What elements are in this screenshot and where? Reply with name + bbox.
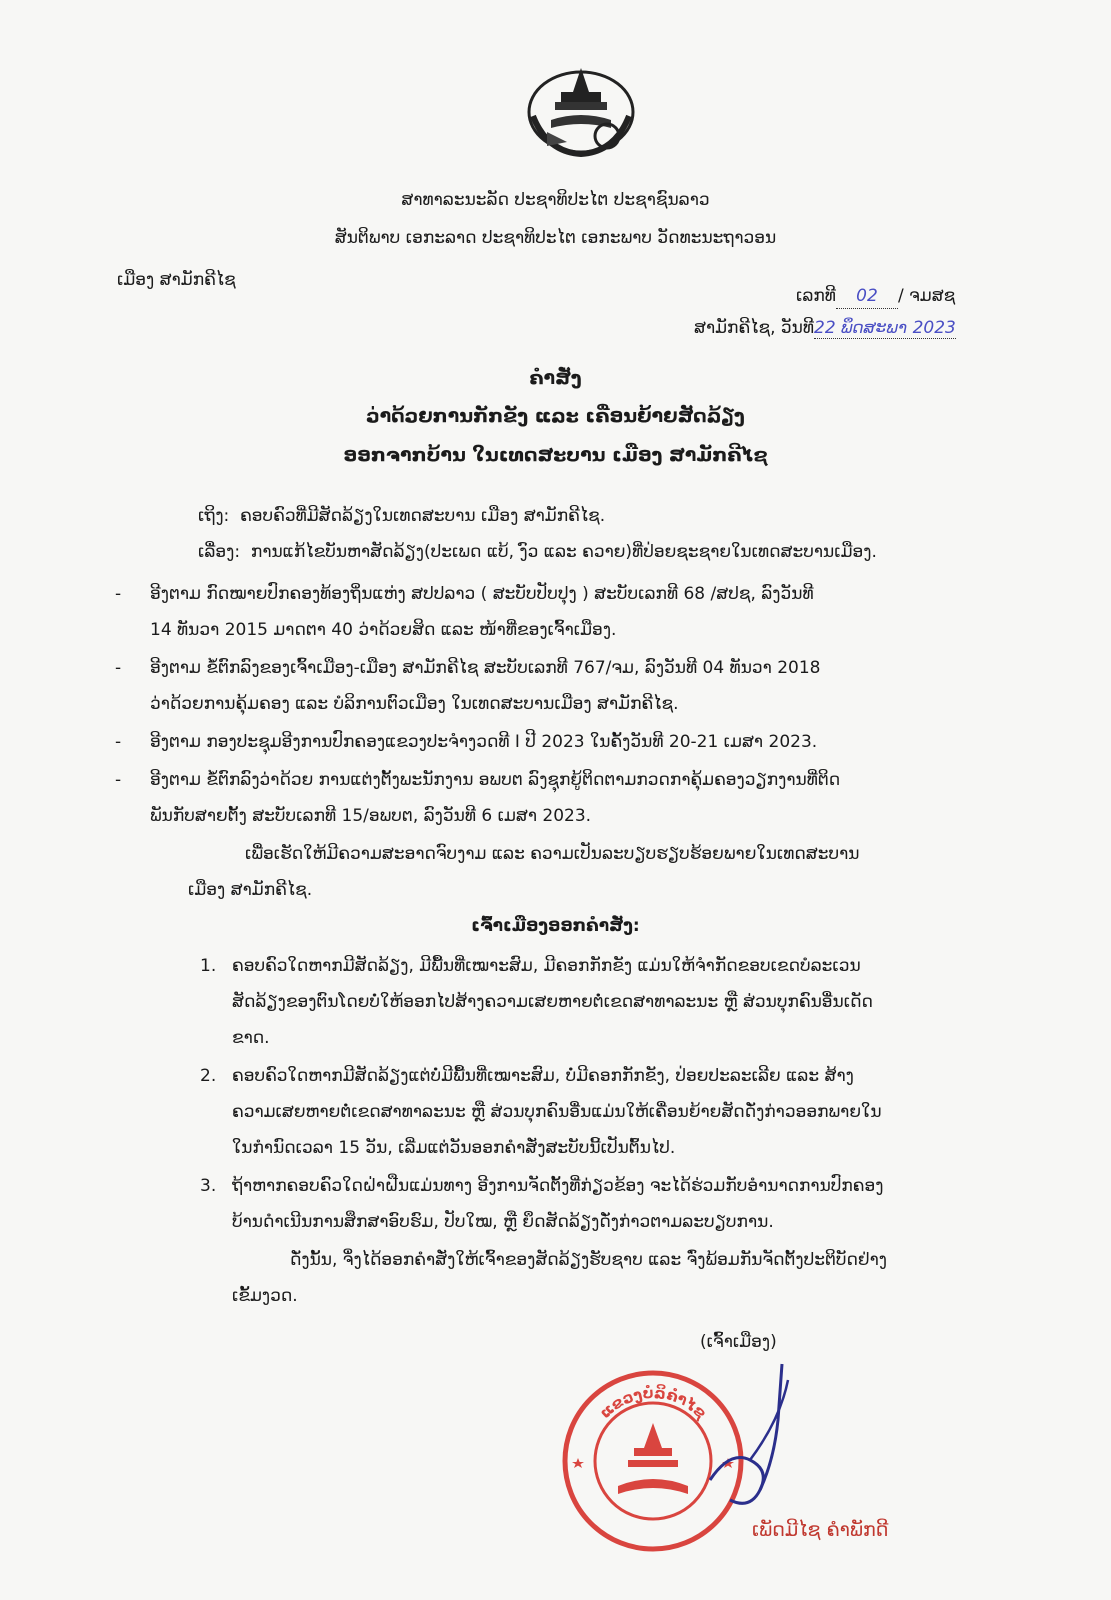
subject-line: [198, 540, 877, 564]
signatory-title-text: ເຈົ້າເມືອງ: [706, 1332, 771, 1352]
reference-2-line-2: ວ່າດ້ວຍການຄຸ້ມຄອງ ແລະ ບໍລິການຕົວເມືອງ ໃນເທດສະບານເມືອງ ສາມັກຄີໄຊ.: [150, 694, 679, 714]
order-1-line-1: ຄອບຄົວໃດຫາກມີສັດລ້ຽງ, ມີພື້ນທີ່ເໝາະສົມ, ມີຄອກກັກຂັງ ແມ່ນໃຫ້ຈຳກັດຂອບເຂດບໍລະເວນ: [232, 956, 861, 976]
title-line-1: ຄຳສັ່ງ: [529, 367, 582, 389]
number-label: ເລກທີ: [796, 286, 836, 306]
reference-dash: -: [115, 770, 122, 790]
closing-line-1: ດັ່ງນັ້ນ, ຈຶ່ງໄດ້ອອກຄຳສັ່ງໃຫ້ເຈົ້າຂອງສັດລ້ຽງຮັບຊາບ ແລະ ຈົ່ງພ້ອມກັນຈັດຕັ້ງປະຕິບັດຢ່າງ: [290, 1250, 887, 1270]
order-1-line-3: ຂາດ.: [232, 1028, 270, 1048]
order-2-line-2: ຄວາມເສຍຫາຍຕໍ່ເຂດສາທາລະນະ ຫຼື ສ່ວນບຸກຄົນອື່ນແມ່ນໃຫ້ເຄື່ອນຍ້າຍສັດດັ່ງກ່າວອອກພາຍໃນ: [232, 1102, 882, 1122]
title-line-2: ວ່າດ້ວຍການກັກຂັງ ແລະ ເຄື່ອນຍ້າຍສັດລ້ຽງ: [366, 405, 745, 427]
place-date: [694, 316, 956, 340]
order-heading: ເຈົ້າເມືອງອອກຄຳສັ່ງ:: [471, 916, 640, 936]
title-line-3: ອອກຈາກບ້ານ ໃນເທດສະບານ ເມືອງ ສາມັກຄີໄຊ: [343, 444, 768, 466]
district-name: ເມືອງ ສາມັກຄີໄຊ: [117, 270, 236, 290]
reference-1-line-2: 14 ທັນວາ 2015 ມາດຕາ 40 ວ່າດ້ວຍສິດ ແລະ ໜ້າທີ່ຂອງເຈົ້າເມືອງ.: [150, 620, 617, 640]
order-3-number: 3.: [200, 1176, 217, 1196]
order-2-line-1: ຄອບຄົວໃດຫາກມີສັດລ້ຽງແຕ່ບໍ່ມີພື້ນທີ່ເໝາະສົມ, ບໍ່ມີຄອກກັກຂັງ, ປ່ອຍປະລະເລີຍ ແລະ ສ້າງ: [232, 1066, 854, 1086]
stamp-text: ແຂວງບໍລິຄຳໄຊ: [595, 1383, 711, 1423]
order-1-line-2: ສັດລ້ຽງຂອງຕົນໂດຍບໍ່ໃຫ້ອອກໄປສ້າງຄວາມເສຍຫາຍຕໍ່ເຂດສາທາລະນະ ຫຼື ສ່ວນບຸກຄົນອື່ນເດັດ: [232, 992, 873, 1012]
signatory-name: ເພັດມີໄຊ ຄຳພັກດີ: [752, 1519, 889, 1541]
to-label: ເຖິງ:: [198, 506, 230, 526]
date-value: 22 ພຶດສະພາ 2023: [814, 318, 956, 338]
document-number: [796, 284, 955, 309]
reference-dash: -: [115, 658, 122, 678]
signatory-title: (ເຈົ້າເມືອງ): [700, 1332, 777, 1352]
to-text: ຄອບຄົວທີ່ມີສັດລ້ຽງໃນເທດສະບານ ເມືອງ ສາມັກຄີໄຊ.: [240, 506, 606, 526]
number-suffix: / ຈມສຊ: [897, 286, 956, 306]
republic-heading: ສາທາລະນະລັດ ປະຊາທິປະໄຕ ປະຊາຊົນລາວ: [401, 190, 710, 210]
reference-1-line-1: ອີງຕາມ ກົດໝາຍປົກຄອງທ້ອງຖິ່ນແຫ່ງ ສປປລາວ ( ສະບັບປັບປຸງ ) ສະບັບເລກທີ 68 /ສປຊ, ລົງວັນທີ: [150, 584, 814, 604]
number-value: 02: [836, 284, 898, 309]
order-1-number: 1.: [200, 956, 217, 976]
order-2-number: 2.: [200, 1066, 217, 1086]
reference-dash: -: [115, 732, 122, 752]
subject-label: ເລື່ອງ:: [198, 542, 241, 562]
reference-3-line-1: ອີງຕາມ ກອງປະຊຸມອີງການປົກຄອງແຂວງປະຈຳງວດທີ I ປີ 2023 ໃນຄັ້ງວັນທີ 20-21 ເມສາ 2023.: [150, 732, 818, 752]
order-3-line-1: ຖ້າຫາກຄອບຄົວໃດຝ່າຝືນແມ່ນທາງ ອີງການຈັດຕັ້ງທີ່ກ່ຽວຂ້ອງ ຈະໄດ້ຮ່ວມກັບອຳນາດການປົກຄອງ: [232, 1176, 884, 1196]
reference-4-line-1: ອີງຕາມ ຂໍ້ຕົກລົງວ່າດ້ວຍ ການແຕ່ງຕັ້ງພະນັກງານ ອພບຕ ລົງຊຸກຍູ້ຕິດຕາມກວດກາຄຸ້ມຄອງວຽກງານທີ່ຕິດ: [150, 770, 841, 790]
purpose-line-1: ເພື່ອເຮັດໃຫ້ມີຄວາມສະອາດຈົບງາມ ແລະ ຄວາມເປັນລະບຽບຮຽບຮ້ອຍພາຍໃນເທດສະບານ: [245, 844, 860, 864]
handwritten-signature: [690, 1360, 820, 1520]
motto-heading: ສັນຕິພາບ ເອກະລາດ ປະຊາທິປະໄຕ ເອກະພາບ ວັດທະນະຖາວອນ: [334, 228, 777, 248]
order-2-line-3: ໃນກຳນົດເວລາ 15 ວັນ, ເລີ່ມແຕ່ວັນອອກຄຳສັ່ງສະບັບນີ້ເປັນຕົ້ນໄປ.: [232, 1138, 676, 1158]
closing-line-2: ເຂັ້ມງວດ.: [232, 1286, 298, 1306]
purpose-line-2: ເມືອງ ສາມັກຄີໄຊ.: [188, 880, 313, 900]
order-3-line-2: ບ້ານດຳເນີນການສຶກສາອົບຮົມ, ປັບໃໝ, ຫຼື ຍຶດສັດລ້ຽງດັ່ງກ່າວຕາມລະບຽບການ.: [232, 1212, 774, 1232]
subject-text: ການແກ້ໄຂບັນຫາສັດລ້ຽງ(ປະເພດ ແບ້, ງົວ ແລະ ຄວາຍ)ທີ່ປ່ອຍຊະຊາຍໃນເທດສະບານເມືອງ.: [250, 542, 877, 562]
reference-2-line-1: ອີງຕາມ ຂໍ້ຕົກລົງຂອງເຈົ້າເມືອງ-ເມືອງ ສາມັກຄີໄຊ ສະບັບເລກທີ 767/ຈມ, ລົງວັນທີ 04 ທັນວາ 2018: [150, 658, 821, 678]
national-emblem-icon: [517, 62, 645, 158]
reference-dash: -: [115, 584, 122, 604]
reference-4-line-2: ພັນກັບສາຍຕັ້ງ ສະບັບເລກທີ 15/ອພບຕ, ລົງວັນທີ 6 ເມສາ 2023.: [150, 806, 592, 826]
recipient-line: [198, 504, 605, 528]
place-date-label: ສາມັກຄີໄຊ, ວັນທີ: [694, 318, 815, 338]
